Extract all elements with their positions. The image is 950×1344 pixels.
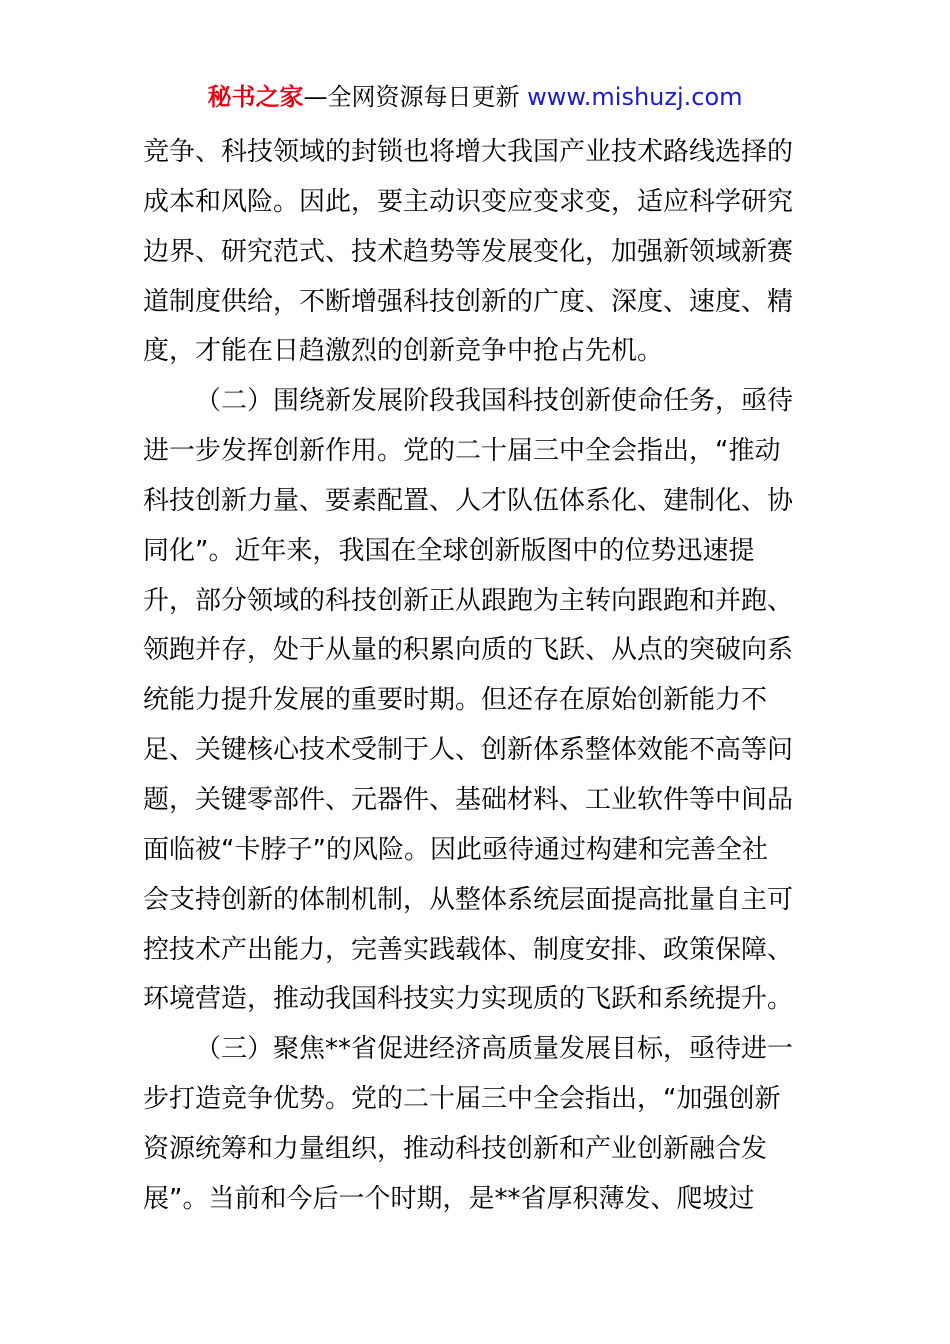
text-line: 成本和风险。因此，要主动识变应变求变，适应科学研究 [143, 186, 794, 217]
text-line: 边界、研究范式、技术趋势等发展变化，加强新领域新赛 [143, 236, 794, 267]
site-header [0, 80, 950, 114]
text-line: 领跑并存，处于从量的积累向质的飞跃、从点的突破向系 [143, 635, 794, 666]
section-heading-line: （二）围绕新发展阶段我国科技创新使命任务，亟待 [195, 386, 794, 417]
text-line: 同化”。近年来，我国在全球创新版图中的位势迅速提 [143, 535, 755, 566]
text-line: 资源统筹和力量组织，推动科技创新和产业创新融合发 [143, 1133, 768, 1164]
text-line: 面临被“卡脖子”的风险。因此亟待通过构建和完善全社 [143, 834, 768, 865]
text-line: 足、关键核心技术受制于人、创新体系整体效能不高等问 [143, 735, 794, 766]
text-line: 展”。当前和今后一个时期，是**省厚积薄发、爬坡过 [143, 1183, 755, 1214]
text-line: 度，才能在日趋激烈的创新竞争中抢占先机。 [143, 336, 664, 367]
text-line: 统能力提升发展的重要时期。但还存在原始创新能力不 [143, 685, 768, 716]
text-line: 道制度供给，不断增强科技创新的广度、深度、速度、精 [143, 286, 794, 317]
text-line: 进一步发挥创新作用。党的二十届三中全会指出，“推动 [143, 436, 781, 467]
site-url-link[interactable]: www.mishuzj.com [527, 83, 743, 111]
text-line: 题，关键零部件、元器件、基础材料、工业软件等中间品 [143, 784, 794, 815]
text-line: 升，部分领域的科技创新正从跟跑为主转向跟跑和并跑、 [143, 585, 794, 616]
text-line: 竞争、科技领域的封锁也将增大我国产业技术路线选择的 [143, 137, 794, 167]
text-line: 科技创新力量、要素配置、人才队伍体系化、建制化、协 [143, 485, 794, 516]
document-body [143, 128, 808, 1225]
section-heading-line: （三）聚焦**省促进经济高质量发展目标，亟待进一 [195, 1034, 794, 1065]
text-line: 环境营造，推动我国科技实力实现质的飞跃和系统提升。 [143, 984, 794, 1015]
text-line: 会支持创新的体制机制，从整体系统层面提高批量自主可 [143, 884, 794, 915]
site-brand: 秘书之家 [207, 83, 304, 111]
text-line: 步打造竞争优势。党的二十届三中全会指出，“加强创新 [143, 1084, 781, 1115]
site-tagline: —全网资源每日更新 [303, 83, 520, 111]
text-line: 控技术产出能力，完善实践载体、制度安排、政策保障、 [143, 934, 794, 965]
